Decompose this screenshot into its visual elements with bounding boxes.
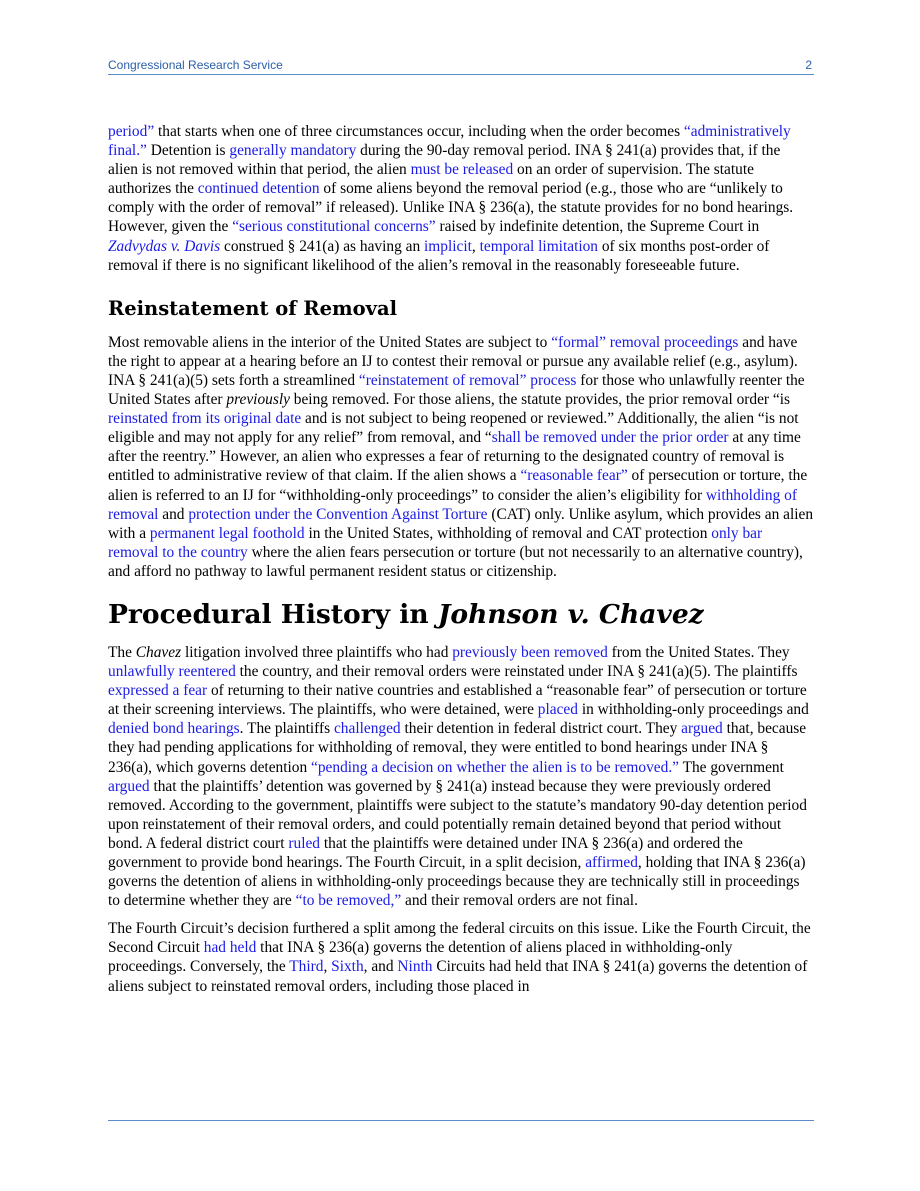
heading-procedural-history [108, 599, 814, 631]
document-body [108, 122, 814, 1005]
link-must-be-released[interactable]: must be released [410, 161, 514, 179]
text: during the 90-day removal period. INA § 241(a) provides that, if the alien is not removed within that period, the alien [108, 142, 781, 179]
text: Detention is [146, 142, 230, 160]
link-expressed-a-fear[interactable]: expressed a fear [108, 682, 208, 700]
text-emphasis: Chavez [135, 643, 182, 661]
page-header [108, 58, 814, 75]
header-page-number: 2 [805, 58, 812, 72]
link-withholding-of-removal[interactable]: withholding of removal [108, 486, 797, 523]
text: that starts when one of three circumstances occur, including when the order becomes [154, 123, 684, 140]
link-removal-period[interactable]: period” [108, 123, 155, 140]
link-third-circuit[interactable]: Third [289, 958, 324, 976]
link-convention-against-torture[interactable]: protection under the Convention Against Torture [188, 505, 488, 523]
text: raised by indefinite detention, the Supreme Court in [435, 218, 760, 236]
link-permanent-legal-foothold[interactable]: permanent legal foothold [149, 524, 305, 542]
link-to-be-removed[interactable]: “to be removed,” [295, 892, 402, 910]
text: on an order of supervision. The statute authorizes the [108, 161, 754, 198]
text: being removed. For those aliens, the statute provides, the prior removal order “is [289, 391, 790, 409]
text: and have the right to appear at a hearing before an IJ to contest their removal or pursue any available relief (e.g., asylum). INA § 241(a)(5) sets forth a streamlined [108, 333, 798, 389]
link-affirmed[interactable]: affirmed [585, 854, 638, 871]
link-generally-mandatory[interactable]: generally mandatory [229, 142, 357, 160]
link-reinstated-original-date[interactable]: reinstated from its original date [108, 410, 302, 428]
link-challenged[interactable]: challenged [333, 720, 401, 738]
text: , holding that INA § 236(a) governs the detention of aliens in withholding-only proceedings because they are technically still in proceedings to determine whether they are [108, 854, 806, 910]
text: of six months post-order of removal if there is no significant likelihood of the alien’s removal in the reasonably foreseeable future. [108, 237, 770, 274]
text: their detention in federal district court. They [400, 720, 682, 738]
text: that INA § 236(a) governs the detention of aliens placed in withholding-only proceedings. Conversely, the [108, 939, 733, 976]
text: where the alien fears persecution or torture (but not necessarily to an alternative country), and afford no pathway to lawful permanent resident status or citizenship. [108, 543, 803, 580]
link-continued-detention[interactable]: continued detention [197, 180, 320, 198]
text: that the plaintiffs were detained under INA § 236(a) and ordered the government to provide bond hearings. The Fourth Circuit, in a split decision, [108, 834, 743, 871]
link-zadvydas-v-davis[interactable]: Zadvydas v. Davis [108, 237, 221, 255]
link-had-held[interactable]: had held [203, 939, 257, 957]
link-denied-bond-hearings[interactable]: denied bond hearings [108, 720, 240, 738]
text: (CAT) only. Unlike asylum, which provides an alien with a [108, 505, 814, 542]
page-footer-rule [108, 1120, 814, 1121]
link-shall-be-removed[interactable]: shall be removed under the prior order [491, 429, 729, 447]
text: and [158, 505, 189, 523]
link-ninth-circuit[interactable]: Ninth [397, 958, 433, 976]
link-reasonable-fear[interactable]: “reasonable fear” [520, 467, 628, 485]
link-argued-plaintiffs[interactable]: argued [681, 720, 723, 738]
link-implicit[interactable]: implicit [424, 237, 472, 255]
link-temporal-limitation[interactable]: temporal limitation [479, 237, 599, 255]
text: in the United States, withholding of removal and CAT protection [304, 524, 712, 542]
heading-reinstatement-of-removal: Reinstatement of Removal [108, 296, 398, 320]
text: and their removal orders are not final. [401, 892, 638, 910]
link-administratively-final[interactable]: “administratively final.” [108, 123, 791, 160]
text: Most removable aliens in the interior of the United States are subject to [108, 333, 552, 351]
paragraph-circuit-split [108, 919, 814, 995]
text: construed § 241(a) as having an [220, 237, 425, 255]
header-org: Congressional Research Service [108, 58, 283, 72]
text: The government [679, 758, 784, 776]
text: in withholding-only proceedings and [577, 701, 809, 719]
text: of returning to their native countries and established a “reasonable fear” of persecution or torture at their screening interviews. The plaintiffs, who were detained, were [108, 682, 807, 719]
text: for those who unlawfully reenter the United States after [108, 371, 805, 409]
text: the country, and their removal orders were reinstated under INA § 241(a)(5). The plaintiffs [235, 663, 798, 681]
link-sixth-circuit[interactable]: Sixth [331, 958, 364, 976]
text: The [108, 643, 136, 661]
text: , [323, 958, 332, 976]
text: from the United States. They [607, 643, 790, 661]
text-emphasis: previously [226, 391, 290, 409]
text: that the plaintiffs’ detention was governed by § 241(a) instead because they were previously ordered removed. According to the government, plaintiffs were subject to the statute’s mandatory 90-day detention period upon reinstatement of their removal orders, and could potentially remain detained beyond that period without bond. A federal district court [108, 777, 807, 852]
link-pending-a-decision[interactable]: “pending a decision on whether the alien is to be removed.” [311, 758, 680, 776]
text: litigation involved three plaintiffs who had [181, 643, 453, 661]
link-reinstatement-process[interactable]: “reinstatement of removal” process [358, 371, 577, 389]
text: of persecution or torture, the alien is referred to an IJ for “withholding-only proceedings” to consider the alien’s eligibility for [108, 467, 808, 504]
text: , and [363, 958, 398, 976]
text: that, because they had pending applications for withholding of removal, they were entitled to bond hearings under INA § 236(a), which governs detention [108, 720, 807, 776]
text: and is not subject to being reopened or reviewed.” Additionally, the alien “is not eligible and may not apply for any relief” from removal, and “ [108, 410, 799, 447]
text: at any time after the reentry.” However, an alien who expresses a fear of returning to the designated country of removal is entitled to administrative review of that claim. If the alien shows a [108, 429, 801, 485]
link-ruled[interactable]: ruled [288, 834, 320, 852]
text: . The plaintiffs [239, 720, 334, 738]
paragraph-reinstatement [108, 333, 814, 581]
link-previously-been-removed[interactable]: previously been removed [452, 643, 608, 661]
link-formal-removal-proceedings[interactable]: “formal” removal proceedings [551, 333, 739, 351]
paragraph-chavez-litigation [108, 643, 814, 910]
text: of some aliens beyond the removal period (e.g., those who are “unlikely to comply with the order of removal” if released). Unlike INA § 236(a), the statute provides for no bond hearings. However, given the [108, 180, 794, 236]
text: , [471, 237, 480, 255]
paragraph-removal-period [108, 122, 814, 275]
link-serious-constitutional-concerns[interactable]: “serious constitutional concerns” [232, 218, 436, 236]
heading-prefix: Procedural History in [108, 598, 438, 630]
link-argued-government[interactable]: argued [108, 777, 150, 795]
link-only-bar-removal[interactable]: only bar removal to the country [108, 524, 763, 561]
text: Circuits had held that INA § 241(a) governs the detention of aliens subject to reinstated removal orders, including those placed in [108, 958, 808, 995]
link-placed[interactable]: placed [537, 701, 578, 719]
heading-case-name: Johnson v. Chavez [437, 598, 704, 630]
link-unlawfully-reentered[interactable]: unlawfully reentered [108, 663, 236, 681]
text: The Fourth Circuit’s decision furthered a split among the federal circuits on this issue. Like the Fourth Circuit, the Second Circuit [108, 920, 811, 957]
